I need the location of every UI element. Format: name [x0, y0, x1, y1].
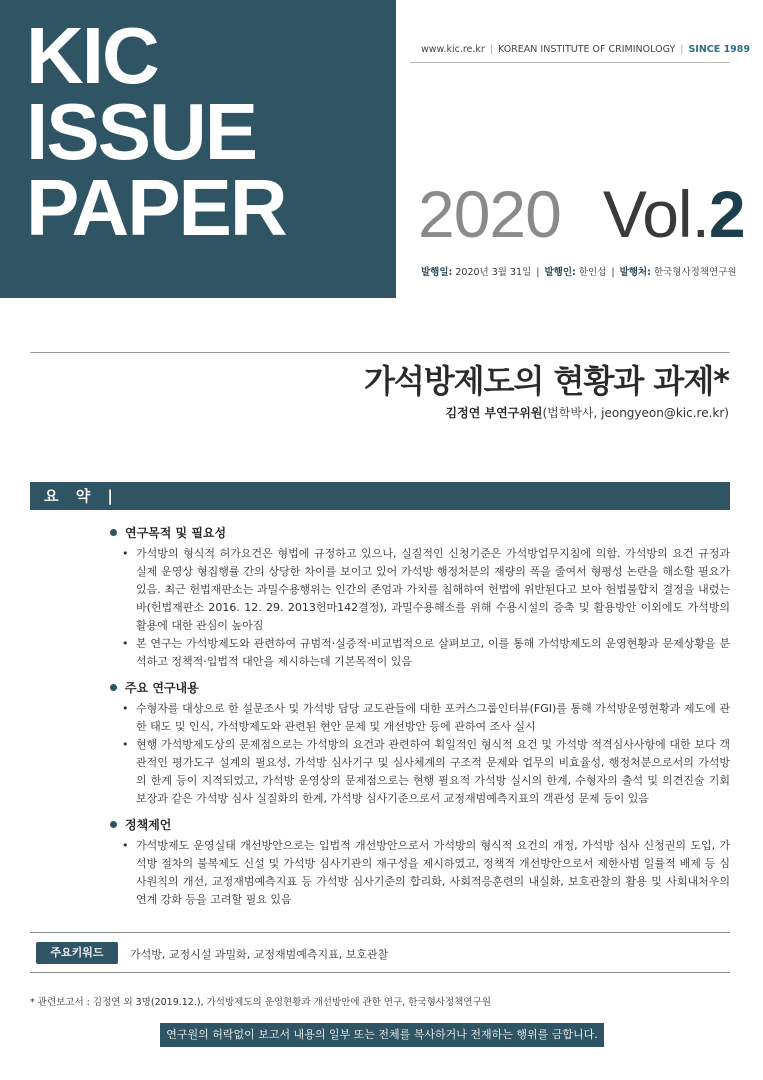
issue-volume — [603, 177, 745, 251]
issuer-value: 한국형사정책연구원 — [653, 267, 737, 278]
section-heading-text: 정책제언 — [125, 818, 172, 832]
issuer-label: 발행처: — [619, 267, 651, 278]
publisher-value: 한인섭 — [578, 267, 607, 278]
summary-header — [30, 482, 730, 510]
author-name: 김정연 부연구위원 — [445, 406, 543, 420]
page-title: 가석방제도의 현황과 과제* — [363, 362, 729, 400]
since-label: SINCE 1989 — [688, 44, 751, 55]
keyword-divider-top — [30, 932, 730, 933]
header-meta: www.kic.re.kr | KOREAN INSTITUTE OF CRIMINOLOGY | SINCE 1989 — [421, 44, 751, 55]
section-heading — [110, 816, 730, 833]
date-value: 2020년 3월 31일 — [455, 267, 532, 278]
section-heading-text: 주요 연구내용 — [125, 681, 199, 695]
section-heading-text: 연구목적 및 필요성 — [125, 526, 227, 540]
cover-banner — [0, 0, 396, 298]
summary-content — [110, 524, 730, 917]
institute-name: KOREAN INSTITUTE OF CRIMINOLOGY — [498, 44, 676, 55]
date-label: 발행일: — [421, 267, 453, 278]
list-item: • 가석방의 형식적 허가요건은 형법에 규정하고 있으나, 실질적인 신청기준은 가석방업무지침에 의함. 가석방의 요건 규정과 실제 운영상 형집행률 간의 상당한 차이를 보이고 있어 가석방 행정처분의 재량의 폭을 줄여서 형평성 논란을 해소할 필요가 있음. 최근 헌법재판소는 과밀수용행위는 인간의 존엄과 가치를 침해하여 헌법에 위반된다고 보아 헌법불합치 결정을 내렸는바(헌법재판소 2016. 12. 29. 2013헌마142결정), 과밀수용해소를 위해 수용시설의 증축 및 활용방안 이외에도 가석방의 활용에 대한 관심이 높아짐 — [110, 545, 730, 635]
section-heading — [110, 524, 730, 541]
volume-number: 2 — [708, 177, 745, 251]
header-divider — [410, 62, 730, 63]
website-link[interactable]: www.kic.re.kr — [421, 44, 485, 55]
cover-title — [26, 11, 286, 252]
author-detail: (법학박사, jeongyeon@kic.re.kr) — [542, 406, 729, 420]
summary-label: 요 약 | — [44, 487, 119, 505]
section-policy — [110, 816, 730, 909]
volume-prefix: Vol. — [602, 177, 709, 251]
list-item: • 본 연구는 가석방제도와 관련하여 규범적·실증적·비교법적으로 살펴보고, 이를 통해 가석방제도의 운영현황과 문제상황을 분석하고 정책적·입법적 대안을 제시하는데 기본목적이 있음 — [110, 635, 730, 671]
issue-year: 2020 — [418, 177, 561, 251]
section-main-research — [110, 679, 730, 808]
list-item: • 가석방제도 운영실태 개선방안으로는 입법적 개선방안으로서 가석방의 형식적 요건의 개정, 가석방 심사 신청권의 도입, 가석방 절차의 불복제도 신설 및 가석방 심사기관의 재구성을 제시하였고, 정책적 개선방안으로서 제한사범 일률적 배제 등 심사원칙의 개선, 교정재범예측지표 등 가석방 심사기준의 합리화, 사회적응훈련의 내실화, 보호관찰의 활용 및 사회내처우의 연계 강화 등을 고려할 필요 있음 — [110, 837, 730, 909]
list-item: • 수형자를 대상으로 한 설문조사 및 가석방 담당 교도관들에 대한 포커스그룹인터뷰(FGI)를 통해 가석방운영현황과 제도에 관한 태도 및 인식, 가석방제도와 관련된 현안 문제 및 개선방안 등에 관하여 조사 실시 — [110, 700, 730, 736]
section-heading — [110, 679, 730, 696]
author-line — [446, 404, 729, 421]
footnote: * 관련보고서 : 김정연 외 3명(2019.12.), 가석방제도의 운영현황과 개선방안에 관한 연구, 한국형사정책연구원 — [30, 997, 491, 1008]
publisher-label: 발행인: — [544, 267, 576, 278]
bullet-dot-icon — [110, 684, 117, 691]
title-divider — [30, 352, 730, 353]
section-purpose — [110, 524, 730, 671]
keyword-divider-bottom — [30, 972, 730, 973]
keyword-list: 가석방, 교정시설 과밀화, 교정재범예측지표, 보호관찰 — [130, 948, 389, 961]
publication-info: 발행일: 2020년 3월 31일 | 발행인: 한인섭 | 발행처: 한국형사정책연구원 — [421, 267, 737, 278]
copyright-notice: 연구원의 허락없이 보고서 내용의 일부 또는 전체를 복사하거나 전재하는 행위를 금합니다. — [160, 1023, 604, 1047]
issue-number — [418, 176, 745, 252]
cover-title-line: PAPER — [26, 163, 286, 252]
list-item: • 현행 가석방제도상의 문제점으로는 가석방의 요건과 관련하여 획일적인 형식적 요건 및 가석방 적격심사사항에 대한 보다 객관적인 평가도구 설계의 필요성, 가석방 심사기구 및 심사체계의 구조적 문제와 업무의 비효율성, 행정처분으로서의 가석방의 한계 등이 지적되었고, 가석방 운영상의 문제점으로는 현행 필요적 가석방 실시의 한계, 수형자의 출석 및 의견진술 기회보장과 같은 가석방 심사 실질화의 한계, 가석방 심사기준으로서 교정재범예측지표의 객관성 문제 등이 있음 — [110, 736, 730, 808]
bullet-dot-icon — [110, 821, 117, 828]
cover-title-line: ISSUE — [26, 87, 257, 176]
keyword-badge: 주요키워드 — [36, 942, 118, 964]
bullet-dot-icon — [110, 529, 117, 536]
cover-title-line: KIC — [26, 11, 158, 100]
